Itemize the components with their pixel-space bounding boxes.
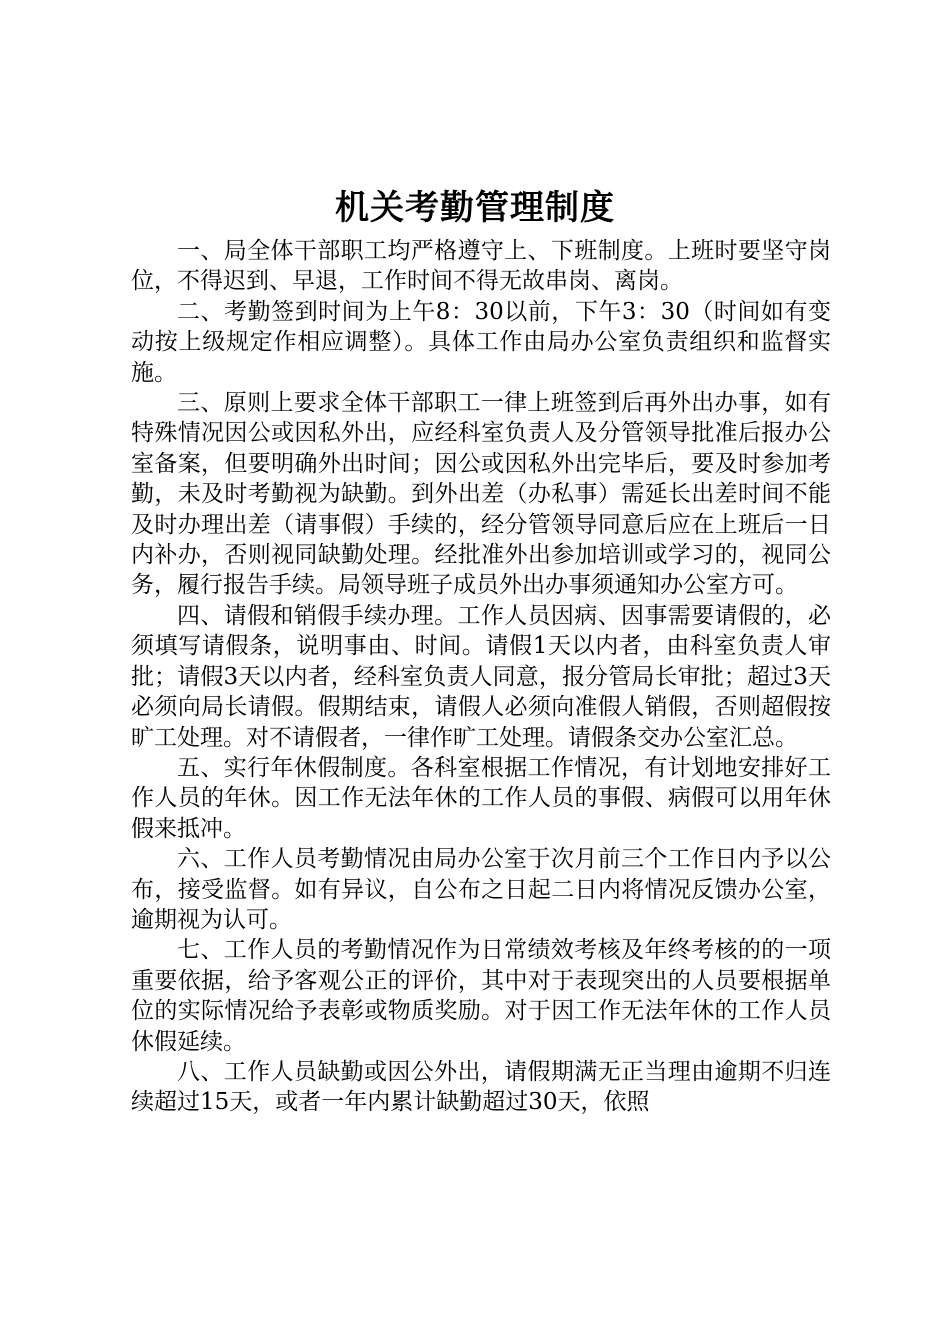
document-title: 机关考勤管理制度 — [335, 188, 615, 228]
document-body — [131, 236, 831, 1118]
paragraph-6: 六、工作人员考勤情况由局办公室于次月前三个工作日内予以公布，接受监督。如有异议，自公布之日起二日内将情况反馈办公室，逾期视为认可。 — [131, 846, 831, 933]
paragraph-7: 七、工作人员的考勤情况作为日常绩效考核及年终考核的的一项重要依据，给予客观公正的评价，其中对于表现突出的人员要根据单位的实际情况给予表彰或物质奖励。对于因工作无法年休的工作人员休假延续。 — [131, 937, 831, 1055]
paragraph-1: 一、局全体干部职工均严格遵守上、下班制度。上班时要坚守岗位，不得迟到、早退，工作时间不得无故串岗、离岗。 — [131, 238, 831, 295]
paragraph-4: 四、请假和销假手续办理。工作人员因病、因事需要请假的，必须填写请假条，说明事由、时间。请假1天以内者，由科室负责人审批；请假3天以内者，经科室负责人同意，报分管局长审批；超过3天必须向局长请假。假期结束，请假人必须向准假人销假，否则超假按旷工处理。对不请假者，一律作旷工处理。请假条交办公室汇总。 — [131, 602, 831, 751]
paragraph-3: 三、原则上要求全体干部职工一律上班签到后再外出办事，如有特殊情况因公或因私外出，应经科室负责人及分管领导批准后报办公室备案，但要明确外出时间；因公或因私外出完毕后，要及时参加考勤，未及时考勤视为缺勤。到外出差（办私事）需延长出差时间不能及时办理出差（请事假）手续的，经分管领导同意后应在上班后一日内补办，否则视同缺勤处理。经批准外出参加培训或学习的，视同公务，履行报告手续。局领导班子成员外出办事须通知办公室方可。 — [131, 390, 831, 599]
paragraph-5: 五、实行年休假制度。各科室根据工作情况，有计划地安排好工作人员的年休。因工作无法年休的工作人员的事假、病假可以用年休假来抵冲。 — [131, 754, 831, 842]
paragraph-8: 八、工作人员缺勤或因公外出，请假期满无正当理由逾期不归连续超过15天，或者一年内累计缺勤超过30天，依照 — [131, 1058, 831, 1116]
paragraph-2: 二、考勤签到时间为上午8：30以前，下午3：30（时间如有变动按上级规定作相应调整）。具体工作由局办公室负责组织和监督实施。 — [131, 298, 831, 386]
